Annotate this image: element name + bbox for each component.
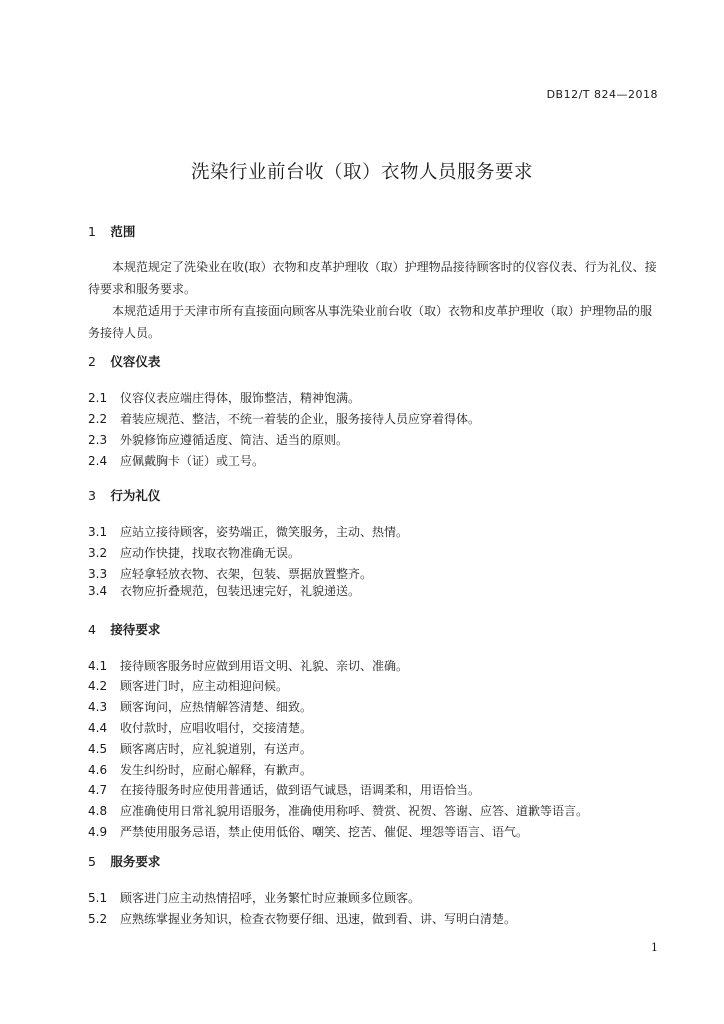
clause-number: 2.2 (88, 412, 108, 426)
clause-text: 收付款时，应唱收唱付，交接清楚。 (120, 721, 313, 735)
clause-3-3 (88, 565, 372, 582)
clause-number: 4.4 (88, 721, 108, 735)
clause-3-1 (88, 523, 408, 540)
clause-text: 顾客询问，应热情解答清楚、细致。 (120, 700, 313, 714)
clause-number: 3.2 (88, 546, 108, 560)
clause-number: 5.1 (88, 891, 108, 905)
clause-4-8 (88, 802, 588, 819)
section-number: 3 (88, 488, 96, 503)
clause-3-4 (88, 582, 360, 599)
clause-4-2 (88, 677, 288, 694)
clause-text: 应站立接待顾客，姿势端正，微笑服务，主动、热情。 (120, 525, 409, 539)
section-number: 2 (88, 354, 96, 369)
clause-5-1 (88, 889, 420, 906)
clause-text: 外貌修饰应遵循适度、简洁、适当的原则。 (120, 433, 349, 447)
clause-2-3 (88, 431, 348, 448)
scope-paragraph-2: 本规范适用于天津市所有直接面向顾客从事洗染业前台收（取）衣物和皮革护理收（取）护理物品的服务接待人员。 (88, 304, 653, 340)
clause-4-5 (88, 740, 312, 757)
clause-number: 3.4 (88, 584, 108, 598)
clause-number: 2.1 (88, 391, 108, 405)
clause-number: 2.3 (88, 433, 108, 447)
clause-4-3 (88, 698, 312, 715)
clause-number: 5.2 (88, 912, 108, 926)
clause-number: 4.5 (88, 742, 108, 756)
clause-text: 应动作快捷，找取衣物准确无误。 (120, 546, 301, 560)
section-heading-3 (88, 486, 160, 504)
clause-text: 严禁使用服务忌语，禁止使用低俗、嘲笑、挖苦、催促、埋怨等语言、语气。 (120, 825, 529, 839)
clause-text: 应熟练掌握业务知识，检查衣物要仔细、迅速，做到看、讲、写明白清楚。 (120, 912, 517, 926)
clause-4-1 (88, 657, 408, 674)
section-number: 5 (88, 854, 96, 869)
clause-2-4 (88, 452, 264, 469)
clause-number: 4.9 (88, 825, 108, 839)
clause-text: 应佩戴胸卡（证）或工号。 (120, 454, 265, 468)
clause-text: 仪容仪表应端庄得体，服饰整洁，精神饱满。 (120, 391, 361, 405)
section-heading-2 (88, 352, 160, 370)
clause-text: 顾客进门时，应主动相迎问候。 (120, 679, 289, 693)
clause-3-2 (88, 544, 300, 561)
clause-number: 2.4 (88, 454, 108, 468)
clause-text: 发生纠纷时，应耐心解释，有歉声。 (120, 763, 313, 777)
clause-number: 4.7 (88, 783, 108, 797)
clause-number: 4.6 (88, 763, 108, 777)
clause-number: 4.1 (88, 659, 108, 673)
section-number: 1 (88, 224, 96, 239)
clause-4-4 (88, 719, 312, 736)
clause-text: 衣物应折叠规范，包装迅速完好，礼貌递送。 (120, 584, 361, 598)
section-title: 服务要求 (110, 854, 161, 869)
document-title: 洗染行业前台收（取）衣物人员服务要求 (190, 162, 533, 183)
clause-2-2 (88, 410, 480, 427)
clause-text: 应准确使用日常礼貌用语服务，准确使用称呼、赞赏、祝贺、答谢、应答、道歉等语言。 (120, 804, 589, 818)
clause-4-7 (88, 781, 480, 798)
page-number: 1 (651, 941, 658, 954)
clause-5-2 (88, 910, 516, 927)
clause-text: 接待顾客服务时应做到用语文明、礼貌、亲切、准确。 (120, 659, 409, 673)
clause-text: 顾客离店时，应礼貌道别，有送声。 (120, 742, 313, 756)
clause-text: 应轻拿轻放衣物、衣架，包装、票据放置整齐。 (120, 567, 373, 581)
section-heading-4 (88, 620, 160, 638)
clause-text: 顾客进门应主动热情招呼，业务繁忙时应兼顾多位顾客。 (120, 891, 421, 905)
scope-paragraph-1: 本规范规定了洗染业在收(取）衣物和皮革护理收（取）护理物品接待顾客时的仪容仪表、行为礼仪、接待要求和服务要求。 (88, 260, 657, 296)
clause-4-9 (88, 823, 528, 840)
section-heading-1 (88, 222, 135, 240)
section-title: 仪容仪表 (110, 354, 161, 369)
standard-code: DB12/T 824—2018 (546, 88, 658, 101)
section-title: 行为礼仪 (110, 488, 161, 503)
clause-text: 在接待服务时应使用普通话，做到语气诚恳，语调柔和，用语恰当。 (120, 783, 481, 797)
section-heading-5 (88, 852, 160, 870)
clause-4-6 (88, 761, 312, 778)
clause-2-1 (88, 389, 360, 406)
section-title: 接待要求 (110, 622, 161, 637)
section-title: 范围 (110, 224, 136, 239)
clause-number: 3.3 (88, 567, 108, 581)
section-number: 4 (88, 622, 96, 637)
clause-number: 4.2 (88, 679, 108, 693)
clause-number: 3.1 (88, 525, 108, 539)
clause-text: 着装应规范、整洁，不统一着装的企业，服务接待人员应穿着得体。 (120, 412, 481, 426)
clause-number: 4.3 (88, 700, 108, 714)
clause-number: 4.8 (88, 804, 108, 818)
